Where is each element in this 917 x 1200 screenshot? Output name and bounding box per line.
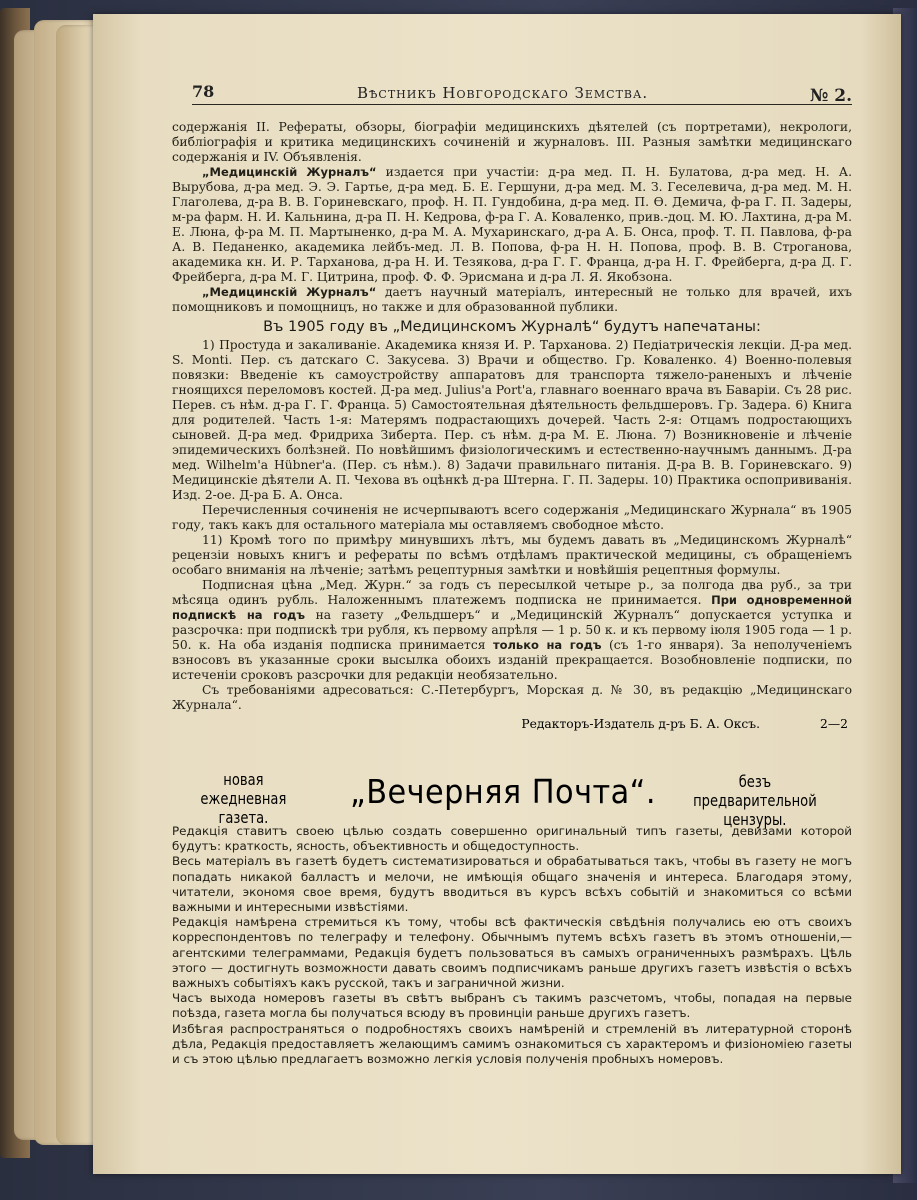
ad-right-caption: безъ предварительной цензуры. (693, 772, 817, 829)
ad-paragraph: Редакція ставитъ своею цѣлью создать совершенно оригинальный типъ газеты, девизами которой будутъ: краткость, ясность, объективность и общедоступность. (172, 824, 852, 854)
ad-body (172, 824, 852, 1067)
ad-left-caption: новая ежедневная газета. (200, 770, 287, 827)
page-number: 78 (192, 82, 215, 101)
issue-number: № 2. (809, 86, 852, 106)
signature-line (172, 717, 852, 731)
address-paragraph: Съ требованіями адресоваться: С.-Петербургъ, Морская д. № 30, въ редакцію „Медицинскаго Журнала“. (172, 683, 852, 712)
journal-name: „Медицинскій Журналъ“ (202, 165, 377, 179)
ad-paragraph: Редакція намѣрена стремиться къ тому, чтобы всѣ фактическія свѣдѣнія получались ею отъ своихъ корреспондентовъ по телеграфу и телефону. Обычнымъ путемъ всѣхъ газетъ въ этомъ отношеніи,— агентскими телеграммами, Редакція будетъ пользоваться въ самыхъ ограниченныхъ размѣрахъ. Цѣль этого — достигнуть возможности давать своимъ подписчикамъ раньше другихъ газетъ извѣстія о всѣхъ важныхъ событіяхъ какъ русской, такъ и заграничной жизни. (172, 915, 852, 991)
listed-paragraph: Перечисленныя сочиненія не исчерпываютъ всего содержанія „Медицинскаго Журнала“ въ 1905 году, такъ какъ для остального матеріала мы оставляемъ свободное мѣсто. (172, 503, 852, 532)
item-11-paragraph: 11) Кромѣ того по примѣру минувшихъ лѣтъ, мы будемъ давать въ „Медицинскомъ Журналѣ“ рецензіи новыхъ книгъ и рефераты по всѣмъ отдѣламъ практической медицины, съ обращеніемъ особаго вниманія на лѣченіе; затѣмъ рецептурныя замѣтки и новѣйшія рецептныя формулы. (172, 533, 852, 577)
advertisement (172, 766, 852, 1067)
running-head (192, 76, 852, 105)
participants-paragraph (172, 165, 852, 285)
subscription-text-2: на газету „Фельдшеръ“ и „Медицинскій Журналъ“ допускается уступка и разсрочка: при подпискѣ три рубля, къ первому апрѣля — 1 р. 50 к. и къ первому іюля 1905 года — 1 р. 50. к. На оба изданія подписка принимается (172, 608, 852, 652)
subscription-text-3: (съ 1-го января). За неполученіемъ взносовъ въ указанные сроки высылка обоихъ изданій прекращается. Возобновленіе подписки, по истеченіи сроковъ разсрочки для редакціи необязательно. (172, 638, 852, 682)
signature-mark: 2—2 (820, 717, 848, 731)
editor-signature: Редакторъ-Издатель д-ръ Б. А. Оксъ. (521, 717, 761, 731)
subscription-paragraph (172, 578, 852, 683)
intro-paragraph: содержанія II. Рефераты, обзоры, біографіи медицинскихъ дѣятелей (съ портретами), некрологи, библіографія и критика медицинскихъ сочиненій и журналовъ. III. Разныя замѣтки медицинскаго содержанія и IV. Объявленія. (172, 120, 852, 164)
ad-paragraph: Избѣгая распространяться о подробностяхъ своихъ намѣреній и стремленій въ литературной сторонѣ дѣла, Редакція предоставляетъ желающимъ самимъ ознакомиться съ характеромъ и физіономіею газеты и съ этою цѣлью предлагаетъ возможно легкія условія полученія пробныхъ номеровъ. (172, 1021, 852, 1067)
ad-paragraph: Часъ выхода номеровъ газеты въ свѣтъ выбранъ съ такимъ разсчетомъ, чтобы, попадая на первые поѣзда, газета могла бы получаться всюду въ провинціи раньше другихъ газетъ. (172, 991, 852, 1021)
ad-title: „Вечерняя Почта“. (350, 772, 656, 811)
ad-heading (172, 766, 852, 829)
subscription-text: Подписная цѣна „Мед. Журн.“ за годъ съ пересылкой четыре р., за полгода два руб., за три мѣсяца одинъ рубль. Наложеннымъ платежемъ подписка не принимается. (172, 578, 852, 607)
subscription-bold: При одновременной подпискѣ на годъ (172, 593, 852, 622)
ad-paragraph: Весь матеріалъ въ газетѣ будетъ систематизироваться и обрабатываться такъ, чтобы въ газету не могъ попадать никакой балластъ и мелочи, не имѣющія общаго значенія и интереса. Благодаря этому, читатели, экономя свое время, будутъ вводиться въ курсъ всѣхъ событій и знакомиться со всѣми важными и интересными извѣстіями. (172, 854, 852, 915)
material-paragraph (172, 285, 852, 315)
running-title: Вѣстникъ Новгородскаго Земства. (357, 84, 649, 102)
participants-text: издается при участіи: д-ра мед. П. Н. Булатова, д-ра мед. Н. А. Вырубова, д-ра мед. Э. Э. Гартье, д-ра мед. Б. Е. Гершуни, д-ра мед. М. З. Геселевича, д-ра мед. М. Н. Глаголева, д-ра В. В. Гориневскаго, проф. Н. П. Гундобина, д-ра мед. П. Ө. Демича, ф-ра Г. П. Задеры, м-ра фарм. Н. И. Кальнина, д-ра П. Н. Кедрова, ф-ра Г. А. Коваленко, прив.-доц. М. Ю. Лахтина, д-ра М. Е. Люна, ф-ра М. П. Мартыненко, д-ра М. А. Мухаринскаго, д-ра А. Б. Онса, проф. Т. П. Павлова, ф-ра А. В. Педаненко, академика лейбъ-мед. Л. В. Попова, ф-ра Н. Н. Попова, проф. В. В. Строганова, академика кн. И. Р. Тарханова, д-ра Н. И. Тезякова, д-ра Г. Г. Франца, д-ра Н. Г. Фрейберга, д-ра Д. Г. Фрейберга, д-ра М. Г. Цитрина, проф. Ф. Ф. Эрисмана и д-ра Л. Я. Якобзона. (172, 165, 852, 284)
journal-name: „Медицинскій Журналъ“ (202, 285, 377, 299)
announced-list: 1) Простуда и закаливаніе. Академика князя И. Р. Тарханова. 2) Педіатрическія лекціи. Д-ра мед. S. Monti. Пер. съ датскаго С. Закусева. 3) Врачи и общество. Гр. Коваленко. 4) Военно-полевыя повязки: Введеніе къ самоустройству аппаратовъ для транспорта тяжело-раненыхъ и лѣченіе гноящихся переломовъ костей. Д-ра мед. Julius'a Port'a, главнаго военнаго врача въ Баваріи. Съ 28 рис. Перев. съ нѣм. д-ра Г. Г. Франца. 5) Самостоятельная дѣятельность фельдшеровъ. Гр. Задера. 6) Книга для родителей. Часть 1-я: Матерямъ подрастающихъ дочерей. Часть 2-я: Отцамъ подростающихъ сыновей. Д-ра мед. Фридриха Зиберта. Пер. съ нѣм. д-ра М. Е. Люна. 7) Возникновеніе и лѣченіе эпидемическихъ болѣзней. По новѣйшимъ физіологическимъ и естественно-научнымъ даннымъ. Д-ра мед. Wilhelm'a Hübner'a. (Пер. съ нѣм.). 8) Задачи правильнаго питанія. Д-ра В. В. Гориневскаго. 9) Медицинскіе дѣятели А. П. Чехова въ оцѣнкѣ д-ра Штерна. Г. П. Задеры. 10) Практика оспопрививанія. Изд. 2-ое. Д-ра Б. А. Онса. (172, 338, 852, 502)
article-body (172, 120, 852, 731)
subscription-bold-2: только на годъ (492, 638, 602, 652)
section-heading: Въ 1905 году въ „Медицинскомъ Журналѣ“ будутъ напечатаны: (263, 319, 761, 335)
material-text: даетъ научный матеріалъ, интересный не только для врачей, ихъ помощниковъ и помощницъ, но также и для образованной публики. (172, 285, 852, 314)
